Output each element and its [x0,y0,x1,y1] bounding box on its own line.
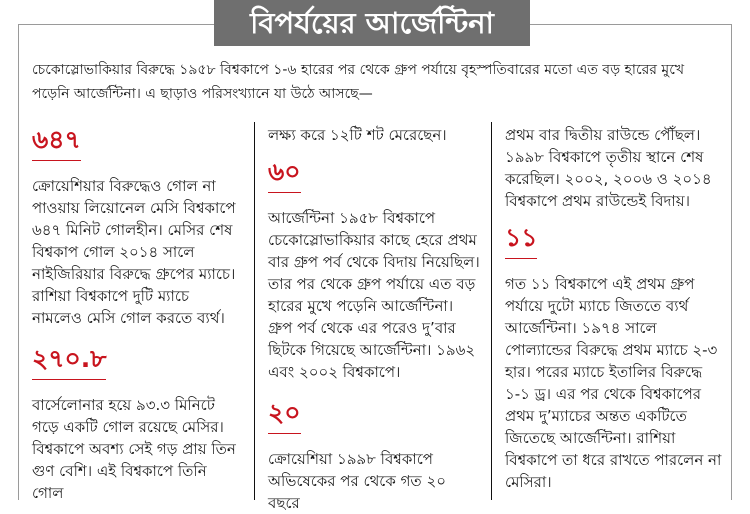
stat-number: ১১ [505,222,537,259]
stat-description: আর্জেন্টিনা ১৯৫৮ বিশ্বকাপে চেকোস্লোভাকিয়ার কাছে হেরে প্রথম বার গ্রুপ পর্ব থেকে বিদায় নিয়েছিল। তার পর থেকে গ্রুপ পর্যায়ে এত বড় হারের মুখে পড়েনি আর্জেন্টিনা। গ্রুপ পর্ব থেকে এর পরেও দু’বার ছিটকে গিয়েছে আর্জেন্টিনা। ১৯৬২ এবং ২০০২ বিশ্বকাপে। [268,209,480,381]
stat-description: বার্সেলোনার হয়ে ৯৩.৩ মিনিটে গড়ে একটি গোল রয়েছে মেসির। বিশ্বকাপে অবশ্য সেই গড় প্রায় তিন গুণ বেশি। এই বিশ্বকাপে তিনি গোল [32,396,236,502]
frame-left-border [18,24,19,500]
column-2 [268,124,480,512]
stat-number: ৬৪৭ [32,124,81,161]
column-1 [32,124,242,500]
stat-description: ক্রোয়েশিয়ার বিরুদ্ধেও গোল না পাওয়ায় লিয়োনেল মেসি বিশ্বকাপে ৬৪৭ মিনিট গোলহীন। মেসির শেষ বিশ্বকাপ গোল ২০১৪ সালে নাইজিরিয়ার বিরুদ্ধে গ্রুপের ম্যাচে। রাশিয়া বিশ্বকাপে দুটি ম্যাচে নামলেও মেসি গোল করতে ব্যর্থ। [32,177,236,327]
stat-description: ক্রোয়েশিয়া ১৯৯৮ বিশ্বকাপে অভিষেকের পর থেকে গত ২০ বছরে [268,450,446,512]
stat-number: ২০ [268,397,301,434]
continued-text: লক্ষ্য করে ১২টি শট মেরেছেন। [268,126,447,144]
column-divider [254,122,255,500]
stat-number: ৬০ [268,156,301,193]
column-divider [491,122,492,500]
frame-right-border [731,24,732,500]
intro-paragraph: চেকোস্লোভাকিয়ার বিরুদ্ধে ১৯৫৮ বিশ্বকাপে ১-৬ হারের পর থেকে গ্রুপ পর্যায়ে বৃহস্পতিবারের মতো এত বড় হারের মুখে পড়েনি আর্জেন্টিনা। এ ছাড়াও পরিসংখ্যানে যা উঠে আসছে— [32,62,685,102]
continued-text: প্রথম বার দ্বিতীয় রাউন্ডে পৌঁছল। ১৯৯৮ বিশ্বকাপে তৃতীয় স্থানে শেষ করেছিল। ২০০২, ২০০৬ ও ২০১৪ বিশ্বকাপে প্রথম রাউন্ডেই বিদায়। [505,126,712,210]
stat-number: ২৭০.৮ [32,343,106,380]
stat-description: গত ১১ বিশ্বকাপে এই প্রথম গ্রুপ পর্যায়ে দুটো ম্যাচে জিততে ব্যর্থ আর্জেন্টিনা। ১৯৭৪ সালে পোল্যান্ডের বিরুদ্ধে প্রথম ম্যাচে ২-৩ হার। পরের ম্যাচে ইতালির বিরুদ্ধে ১-১ ড্র। এর পর থেকে বিশ্বকাপের প্রথম দু’ম্যাচের অন্তত একটিতে জিতেছে আর্জেন্টিনা। রাশিয়া বিশ্বকাপে তা ধরে রাখতে পারলেন না মেসিরা। [505,275,722,491]
headline: বিপর্যয়ের আর্জেন্টিনা [214,0,530,46]
column-3 [505,124,723,500]
